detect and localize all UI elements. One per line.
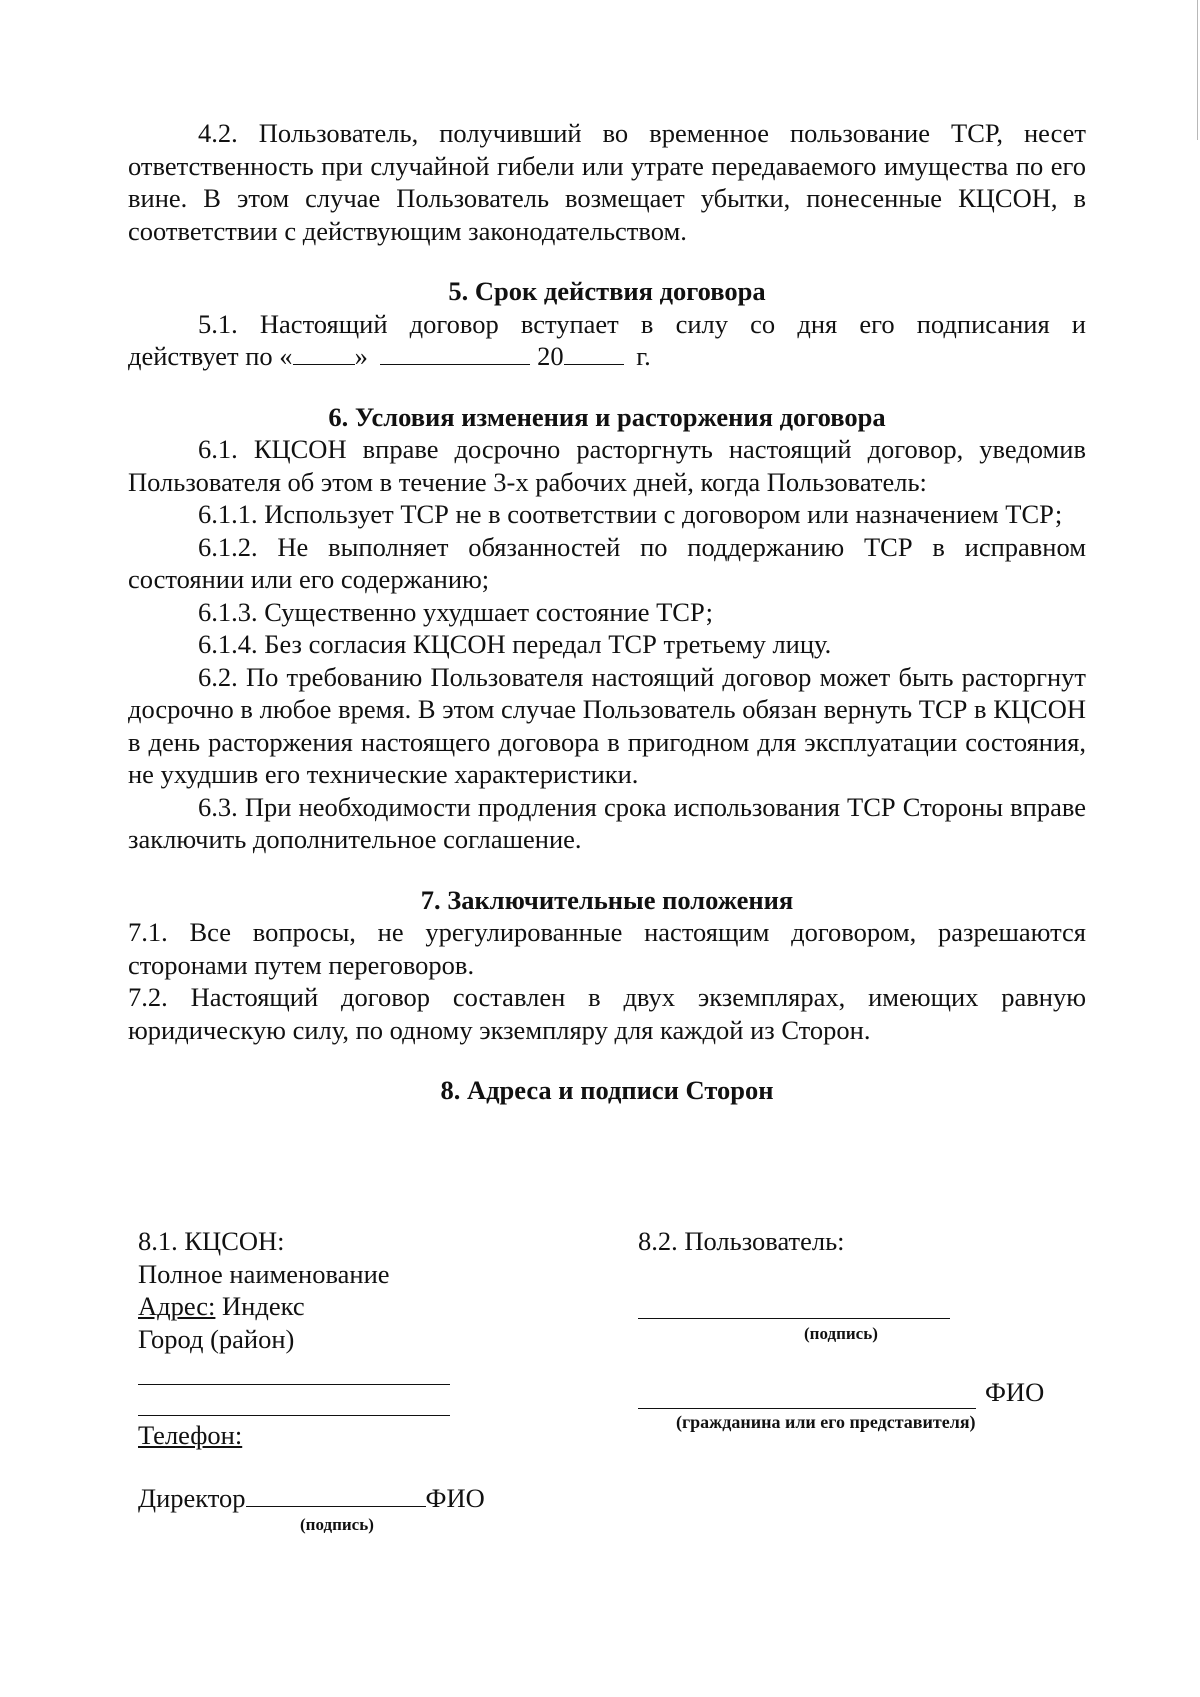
clause-5-1-date: [128, 340, 1086, 373]
phone-label: Телефон:: [138, 1420, 243, 1450]
section-8-title: 8. Адреса и подписи Сторон: [440, 1075, 774, 1105]
user-fio-label: ФИО: [985, 1377, 1045, 1407]
year-suffix: г.: [636, 341, 651, 371]
address-value: Индекс: [215, 1291, 305, 1321]
user-signature-line[interactable]: [638, 1318, 950, 1319]
director-fio: ФИО: [425, 1483, 485, 1513]
day-blank[interactable]: [293, 340, 355, 365]
section-7-title: 7. Заключительные положения: [420, 884, 794, 915]
clause-6-1-3: 6.1.3. Существенно ухудшает состояние ТСР;: [198, 596, 714, 627]
address-label: Адрес:: [138, 1291, 216, 1321]
kcson-line-2[interactable]: [138, 1415, 450, 1416]
clause-6-1-1: 6.1.1. Использует ТСР не в соответствии с договором или назначением ТСР;: [198, 499, 1063, 529]
kcson-full-name: Полное наименование: [138, 1258, 390, 1289]
clause-5-1: 5.1. Настоящий договор вступает в силу со дня его подписания и: [198, 308, 1086, 339]
user-heading: 8.2. Пользователь:: [638, 1226, 845, 1256]
user-signature-caption: (подпись): [804, 1324, 878, 1343]
year-prefix: 20: [537, 341, 564, 371]
date-prefix: действует по «: [128, 341, 293, 371]
kcson-line-1[interactable]: [138, 1384, 450, 1385]
kcson-block: [138, 1225, 390, 1355]
clause-6-1-4: 6.1.4. Без согласия КЦСОН передал ТСР третьему лицу.: [198, 629, 832, 659]
clause-6-3: 6.3. При необходимости продления срока использования ТСР Стороны вправе заключить дополнительное соглашение.: [128, 791, 1086, 854]
user-fio-line[interactable]: [638, 1408, 976, 1409]
director-label: Директор: [138, 1483, 246, 1513]
director-signature-caption: (подпись): [300, 1515, 374, 1534]
director-row: [138, 1482, 485, 1515]
kcson-city: Город (район): [138, 1323, 295, 1354]
section-5-title: 5. Срок действия договора: [448, 276, 766, 306]
section-6-title: 6. Условия изменения и расторжения договора: [328, 401, 886, 432]
director-signature-line[interactable]: [246, 1482, 426, 1507]
user-block: [638, 1225, 845, 1258]
clause-4-2: 4.2. Пользователь, получивший во временное пользование ТСР, несет ответственность при случайной гибели или утрате передаваемого имущества по его вине. В этом случае Пользователь возмещает убытки, понесенные КЦСОН, в соответствии с действующим законодательством.: [128, 118, 1086, 246]
contract-body: [128, 117, 1086, 1107]
quote-close: »: [354, 341, 368, 371]
month-blank[interactable]: [380, 340, 530, 365]
scan-edge-mark: [1197, 0, 1198, 140]
clause-7-2: 7.2. Настоящий договор составлен в двух экземплярах, имеющих равную юридическую силу, по одному экземпляру для каждой из Сторон.: [128, 982, 1086, 1045]
clause-6-2: 6.2. По требованию Пользователя настоящий договор может быть расторгнут досрочно в любое время. В этом случае Пользователь обязан вернуть ТСР в КЦСОН в день расторжения настоящего договора в пригодном для эксплуатации состояния, не ухудшив его технические характеристики.: [128, 661, 1086, 789]
clause-6-1: 6.1. КЦСОН вправе досрочно расторгнуть настоящий договор, уведомив Пользователя об этом в течение 3-х рабочих дней, когда Пользователь:: [128, 434, 1086, 497]
clause-7-1: 7.1. Все вопросы, не урегулированные настоящим договором, разрешаются сторонами путем переговоров.: [128, 917, 1086, 980]
kcson-heading: 8.1. КЦСОН:: [138, 1226, 285, 1256]
user-fio-caption: (гражданина или его представителя): [676, 1412, 976, 1432]
clause-6-1-2: 6.1.2. Не выполняет обязанностей по поддержанию ТСР в исправном состоянии или его содержанию;: [128, 531, 1086, 594]
year-blank[interactable]: [564, 340, 624, 365]
kcson-address: [138, 1290, 390, 1323]
